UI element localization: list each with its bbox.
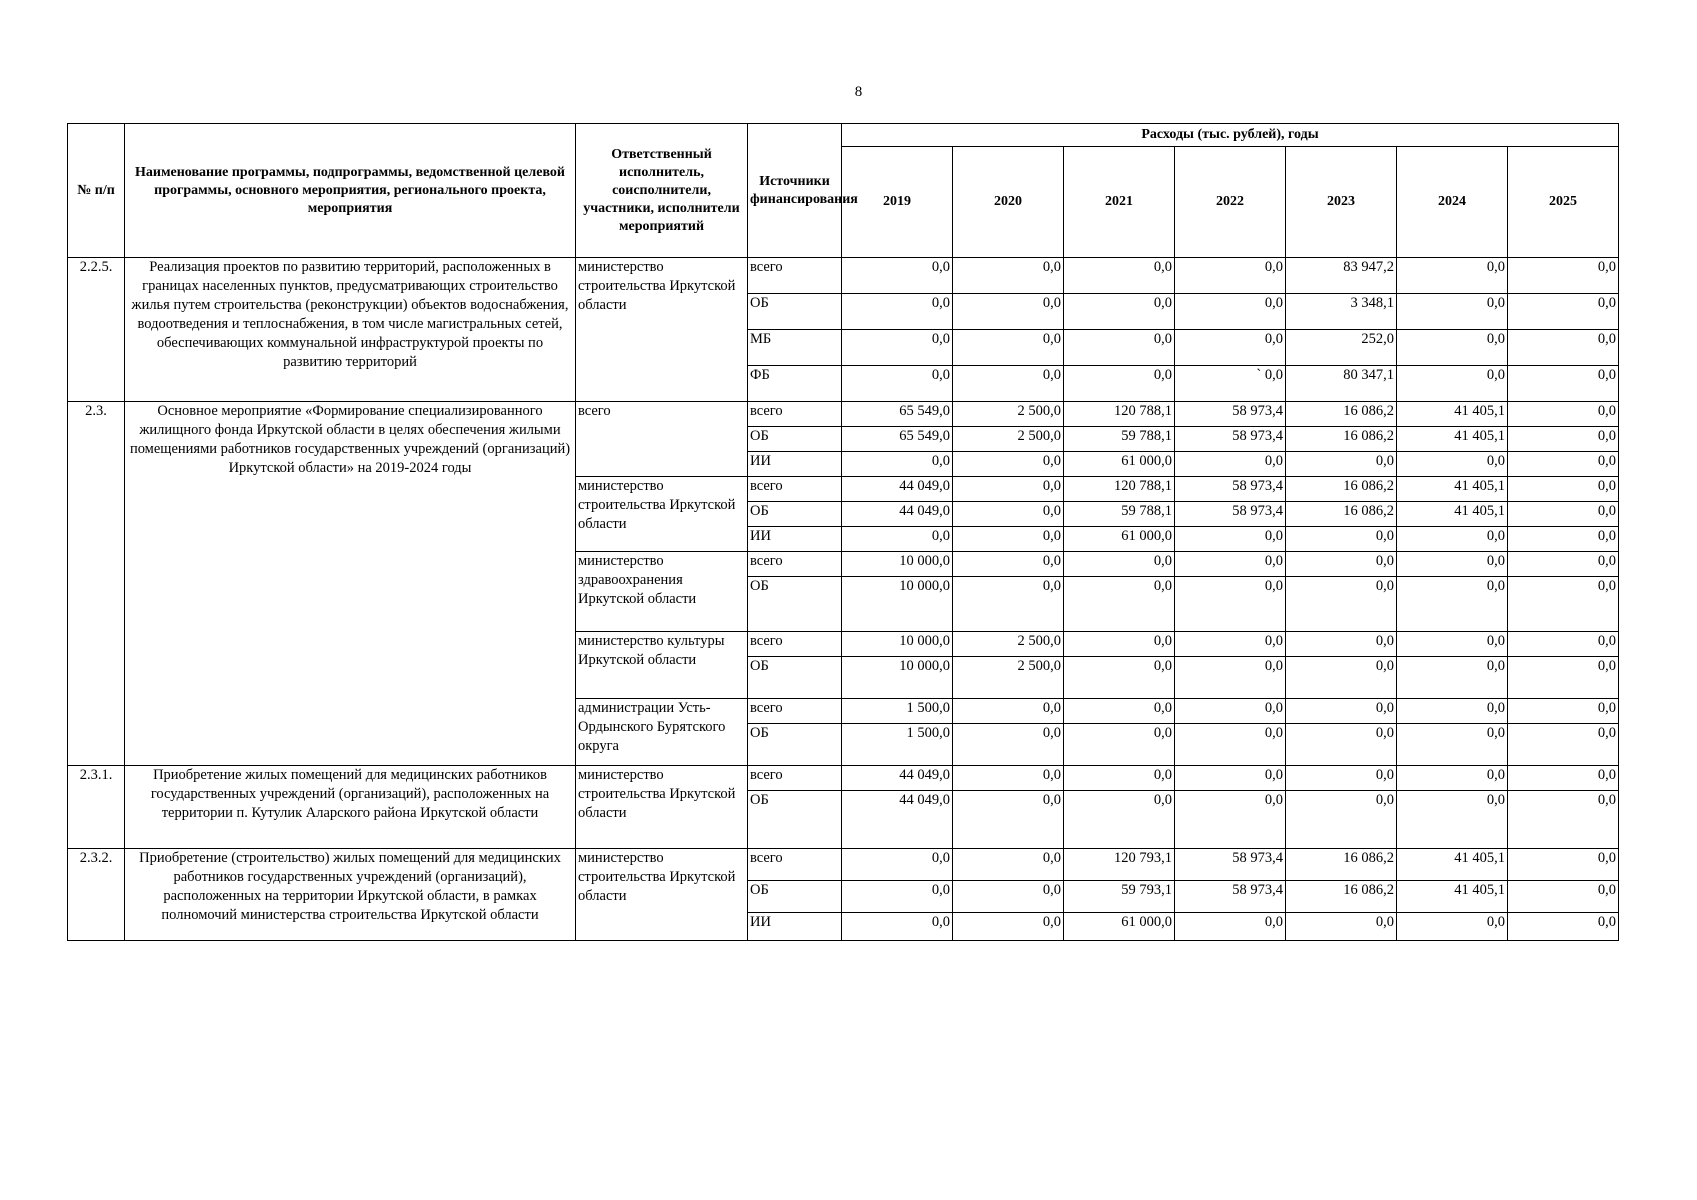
expense-value: 16 086,2 xyxy=(1286,881,1397,913)
funding-source: МБ xyxy=(748,330,842,366)
responsible-executor: министерство строительства Иркутской области xyxy=(576,849,748,941)
expense-value: 2 500,0 xyxy=(953,632,1064,657)
expense-value: 65 549,0 xyxy=(842,402,953,427)
expense-value: 0,0 xyxy=(953,258,1064,294)
funding-source: ИИ xyxy=(748,913,842,941)
expense-value: 0,0 xyxy=(1286,552,1397,577)
expense-value: 58 973,4 xyxy=(1175,502,1286,527)
table-header xyxy=(68,124,1619,258)
funding-source: всего xyxy=(748,477,842,502)
expense-value: 0,0 xyxy=(1397,552,1508,577)
expense-value: 0,0 xyxy=(953,477,1064,502)
expense-value: 0,0 xyxy=(1064,791,1175,849)
expense-value: 0,0 xyxy=(1508,881,1619,913)
expense-value: 0,0 xyxy=(1508,766,1619,791)
expense-value: 0,0 xyxy=(842,258,953,294)
expense-value: 0,0 xyxy=(1508,258,1619,294)
expense-value: 120 793,1 xyxy=(1064,849,1175,881)
expense-value: 0,0 xyxy=(1064,724,1175,766)
expense-value: 0,0 xyxy=(953,366,1064,402)
header-year: 2024 xyxy=(1397,147,1508,258)
expense-value: 16 086,2 xyxy=(1286,502,1397,527)
expense-value: 0,0 xyxy=(1397,632,1508,657)
expense-value: 0,0 xyxy=(1397,791,1508,849)
expense-value: ` 0,0 xyxy=(1175,366,1286,402)
funding-source: ОБ xyxy=(748,657,842,699)
expense-value: 0,0 xyxy=(1175,632,1286,657)
funding-source: ОБ xyxy=(748,881,842,913)
expense-value: 0,0 xyxy=(1508,699,1619,724)
expense-value: 0,0 xyxy=(1175,258,1286,294)
expense-value: 16 086,2 xyxy=(1286,849,1397,881)
header-source: Источники финансирования xyxy=(748,124,842,258)
expense-value: 65 549,0 xyxy=(842,427,953,452)
expense-value: 61 000,0 xyxy=(1064,527,1175,552)
header-year: 2020 xyxy=(953,147,1064,258)
expense-value: 0,0 xyxy=(953,881,1064,913)
expense-value: 0,0 xyxy=(1064,366,1175,402)
responsible-executor: министерство строительства Иркутской области xyxy=(576,258,748,402)
expense-value: 59 788,1 xyxy=(1064,502,1175,527)
expense-value: 0,0 xyxy=(1175,294,1286,330)
expense-value: 0,0 xyxy=(842,849,953,881)
header-year: 2021 xyxy=(1064,147,1175,258)
expense-value: 0,0 xyxy=(1286,724,1397,766)
expense-value: 0,0 xyxy=(1286,791,1397,849)
row-number: 2.3. xyxy=(68,402,125,766)
expense-value: 59 788,1 xyxy=(1064,427,1175,452)
table-row xyxy=(68,849,1619,881)
table-row xyxy=(68,402,1619,427)
expense-value: 16 086,2 xyxy=(1286,427,1397,452)
expense-value: 0,0 xyxy=(1508,791,1619,849)
expense-value: 0,0 xyxy=(953,294,1064,330)
expense-value: 58 973,4 xyxy=(1175,849,1286,881)
funding-source: ОБ xyxy=(748,427,842,452)
expense-value: 0,0 xyxy=(1397,294,1508,330)
header-num: № п/п xyxy=(68,124,125,258)
funding-source: ОБ xyxy=(748,724,842,766)
expense-value: 0,0 xyxy=(953,452,1064,477)
expense-value: 0,0 xyxy=(1508,577,1619,632)
expense-value: 0,0 xyxy=(1397,577,1508,632)
funding-source: всего xyxy=(748,402,842,427)
expense-value: 0,0 xyxy=(953,699,1064,724)
expense-value: 252,0 xyxy=(1286,330,1397,366)
expense-value: 44 049,0 xyxy=(842,502,953,527)
expense-value: 0,0 xyxy=(1508,427,1619,452)
funding-source: всего xyxy=(748,766,842,791)
expense-value: 61 000,0 xyxy=(1064,452,1175,477)
expense-value: 0,0 xyxy=(842,527,953,552)
expense-value: 16 086,2 xyxy=(1286,402,1397,427)
expense-value: 0,0 xyxy=(953,791,1064,849)
expense-value: 10 000,0 xyxy=(842,577,953,632)
expense-value: 3 348,1 xyxy=(1286,294,1397,330)
table-row xyxy=(68,258,1619,294)
activity-name: Приобретение (строительство) жилых помещений для медицинских работников государственных учреждений (организаций), расположенных на территории Иркутской области, в рамках полномочий министерства строительства Иркутской области xyxy=(125,849,576,941)
header-year: 2022 xyxy=(1175,147,1286,258)
expense-value: 0,0 xyxy=(1175,657,1286,699)
expense-value: 0,0 xyxy=(1286,657,1397,699)
expense-value: 2 500,0 xyxy=(953,427,1064,452)
expense-value: 0,0 xyxy=(1508,552,1619,577)
expense-value: 0,0 xyxy=(1508,849,1619,881)
expense-value: 0,0 xyxy=(1175,791,1286,849)
expense-value: 0,0 xyxy=(1286,913,1397,941)
expense-value: 41 405,1 xyxy=(1397,402,1508,427)
expense-value: 10 000,0 xyxy=(842,552,953,577)
funding-source: ФБ xyxy=(748,366,842,402)
expense-value: 0,0 xyxy=(1508,366,1619,402)
expense-value: 0,0 xyxy=(953,724,1064,766)
expense-value: 41 405,1 xyxy=(1397,849,1508,881)
expense-value: 80 347,1 xyxy=(1286,366,1397,402)
expense-value: 0,0 xyxy=(1397,724,1508,766)
expense-value: 0,0 xyxy=(1175,766,1286,791)
expense-value: 120 788,1 xyxy=(1064,402,1175,427)
page-number: 8 xyxy=(854,84,863,100)
funding-source: ИИ xyxy=(748,452,842,477)
expense-value: 0,0 xyxy=(1286,766,1397,791)
expense-value: 0,0 xyxy=(1286,699,1397,724)
expense-value: 2 500,0 xyxy=(953,402,1064,427)
expense-value: 58 973,4 xyxy=(1175,402,1286,427)
expense-value: 0,0 xyxy=(1175,577,1286,632)
expense-value: 41 405,1 xyxy=(1397,477,1508,502)
expense-value: 59 793,1 xyxy=(1064,881,1175,913)
row-number: 2.3.2. xyxy=(68,849,125,941)
expense-value: 10 000,0 xyxy=(842,657,953,699)
expense-value: 41 405,1 xyxy=(1397,427,1508,452)
expenses-table xyxy=(67,123,1619,941)
expense-value: 0,0 xyxy=(1064,552,1175,577)
expense-value: 0,0 xyxy=(1508,527,1619,552)
expense-value: 0,0 xyxy=(1508,452,1619,477)
expense-value: 0,0 xyxy=(1064,294,1175,330)
activity-name: Приобретение жилых помещений для медицинских работников государственных учреждений (организаций), расположенных на территории п. Кутулик Аларского района Иркутской области xyxy=(125,766,576,849)
expense-value: 0,0 xyxy=(1064,699,1175,724)
expense-value: 0,0 xyxy=(1175,699,1286,724)
expense-value: 58 973,4 xyxy=(1175,427,1286,452)
funding-source: ИИ xyxy=(748,527,842,552)
expense-value: 83 947,2 xyxy=(1286,258,1397,294)
expense-value: 44 049,0 xyxy=(842,791,953,849)
expense-value: 0,0 xyxy=(842,881,953,913)
responsible-executor: администрации Усть-Ордынского Бурятского округа xyxy=(576,699,748,766)
table-body xyxy=(68,258,1619,941)
expense-value: 0,0 xyxy=(1175,552,1286,577)
expense-value: 0,0 xyxy=(1286,632,1397,657)
expense-value: 61 000,0 xyxy=(1064,913,1175,941)
row-number: 2.3.1. xyxy=(68,766,125,849)
expense-value: 0,0 xyxy=(842,452,953,477)
expense-value: 41 405,1 xyxy=(1397,881,1508,913)
expense-value: 0,0 xyxy=(842,913,953,941)
expense-value: 0,0 xyxy=(1064,258,1175,294)
header-name: Наименование программы, подпрограммы, ведомственной целевой программы, основного мероприятия, регионального проекта, мероприятия xyxy=(125,124,576,258)
expense-value: 0,0 xyxy=(953,502,1064,527)
responsible-executor: всего xyxy=(576,402,748,477)
activity-name: Основное мероприятие «Формирование специализированного жилищного фонда Иркутской области в целях обеспечения жилыми помещениями работников государственных учреждений (организаций) Иркутской области» на 2019-2024 годы xyxy=(125,402,576,766)
header-responsible: Ответственный исполнитель, соисполнители, участники, исполнители мероприятий xyxy=(576,124,748,258)
expense-value: 0,0 xyxy=(1397,258,1508,294)
expense-value: 0,0 xyxy=(1175,724,1286,766)
funding-source: всего xyxy=(748,258,842,294)
expense-value: 0,0 xyxy=(1397,766,1508,791)
expense-value: 0,0 xyxy=(1397,699,1508,724)
expense-value: 0,0 xyxy=(1175,330,1286,366)
funding-source: всего xyxy=(748,632,842,657)
expense-value: 0,0 xyxy=(1508,402,1619,427)
responsible-executor: министерство культуры Иркутской области xyxy=(576,632,748,699)
expense-value: 16 086,2 xyxy=(1286,477,1397,502)
expense-value: 0,0 xyxy=(1508,502,1619,527)
expense-value: 44 049,0 xyxy=(842,477,953,502)
funding-source: всего xyxy=(748,552,842,577)
expense-value: 0,0 xyxy=(953,527,1064,552)
expense-value: 41 405,1 xyxy=(1397,502,1508,527)
expense-value: 0,0 xyxy=(1175,452,1286,477)
expense-value: 0,0 xyxy=(1064,657,1175,699)
expense-value: 0,0 xyxy=(1286,577,1397,632)
expense-value: 0,0 xyxy=(1397,452,1508,477)
expense-value: 120 788,1 xyxy=(1064,477,1175,502)
expense-value: 0,0 xyxy=(1064,577,1175,632)
expense-value: 0,0 xyxy=(1175,527,1286,552)
expense-value: 0,0 xyxy=(1064,766,1175,791)
funding-source: ОБ xyxy=(748,294,842,330)
expense-value: 0,0 xyxy=(1397,366,1508,402)
funding-source: ОБ xyxy=(748,791,842,849)
expense-value: 0,0 xyxy=(1397,330,1508,366)
row-number: 2.2.5. xyxy=(68,258,125,402)
funding-source: ОБ xyxy=(748,577,842,632)
expense-value: 58 973,4 xyxy=(1175,477,1286,502)
expense-value: 0,0 xyxy=(842,366,953,402)
expense-value: 0,0 xyxy=(953,552,1064,577)
expense-value: 0,0 xyxy=(1064,632,1175,657)
responsible-executor: министерство строительства Иркутской области xyxy=(576,766,748,849)
expense-value: 0,0 xyxy=(1508,294,1619,330)
expense-value: 0,0 xyxy=(1508,632,1619,657)
expense-value: 0,0 xyxy=(1397,913,1508,941)
expense-value: 0,0 xyxy=(1286,527,1397,552)
header-year: 2025 xyxy=(1508,147,1619,258)
expense-value: 0,0 xyxy=(1064,330,1175,366)
expense-value: 58 973,4 xyxy=(1175,881,1286,913)
expense-value: 0,0 xyxy=(1397,527,1508,552)
expense-value: 0,0 xyxy=(1508,330,1619,366)
header-year: 2023 xyxy=(1286,147,1397,258)
header-expenses: Расходы (тыс. рублей), годы xyxy=(842,124,1619,147)
expense-value: 1 500,0 xyxy=(842,724,953,766)
expense-value: 0,0 xyxy=(953,849,1064,881)
expense-value: 0,0 xyxy=(953,577,1064,632)
expense-value: 0,0 xyxy=(1508,477,1619,502)
table-row xyxy=(68,766,1619,791)
expense-value: 0,0 xyxy=(1508,913,1619,941)
expense-value: 0,0 xyxy=(1397,657,1508,699)
expense-value: 0,0 xyxy=(1508,724,1619,766)
expense-value: 0,0 xyxy=(953,913,1064,941)
expense-value: 1 500,0 xyxy=(842,699,953,724)
header-year: 2019 xyxy=(842,147,953,258)
expense-value: 0,0 xyxy=(1175,913,1286,941)
expense-value: 0,0 xyxy=(842,330,953,366)
expense-value: 0,0 xyxy=(953,330,1064,366)
funding-source: всего xyxy=(748,699,842,724)
expense-value: 0,0 xyxy=(1286,452,1397,477)
funding-source: всего xyxy=(748,849,842,881)
activity-name: Реализация проектов по развитию территорий, расположенных в границах населенных пунктов, предусматривающих строительство жилья путем строительства (реконструкции) объектов водоснабжения, водоотведения и теплоснабжения, в том числе магистральных сетей, обеспечивающих коммунальной инфраструктурой проекты по развитию территорий xyxy=(125,258,576,402)
expense-value: 0,0 xyxy=(1508,657,1619,699)
expense-value: 0,0 xyxy=(953,766,1064,791)
expense-value: 2 500,0 xyxy=(953,657,1064,699)
funding-source: ОБ xyxy=(748,502,842,527)
responsible-executor: министерство здравоохранения Иркутской области xyxy=(576,552,748,632)
expense-value: 10 000,0 xyxy=(842,632,953,657)
expense-value: 0,0 xyxy=(842,294,953,330)
expense-value: 44 049,0 xyxy=(842,766,953,791)
responsible-executor: министерство строительства Иркутской области xyxy=(576,477,748,552)
